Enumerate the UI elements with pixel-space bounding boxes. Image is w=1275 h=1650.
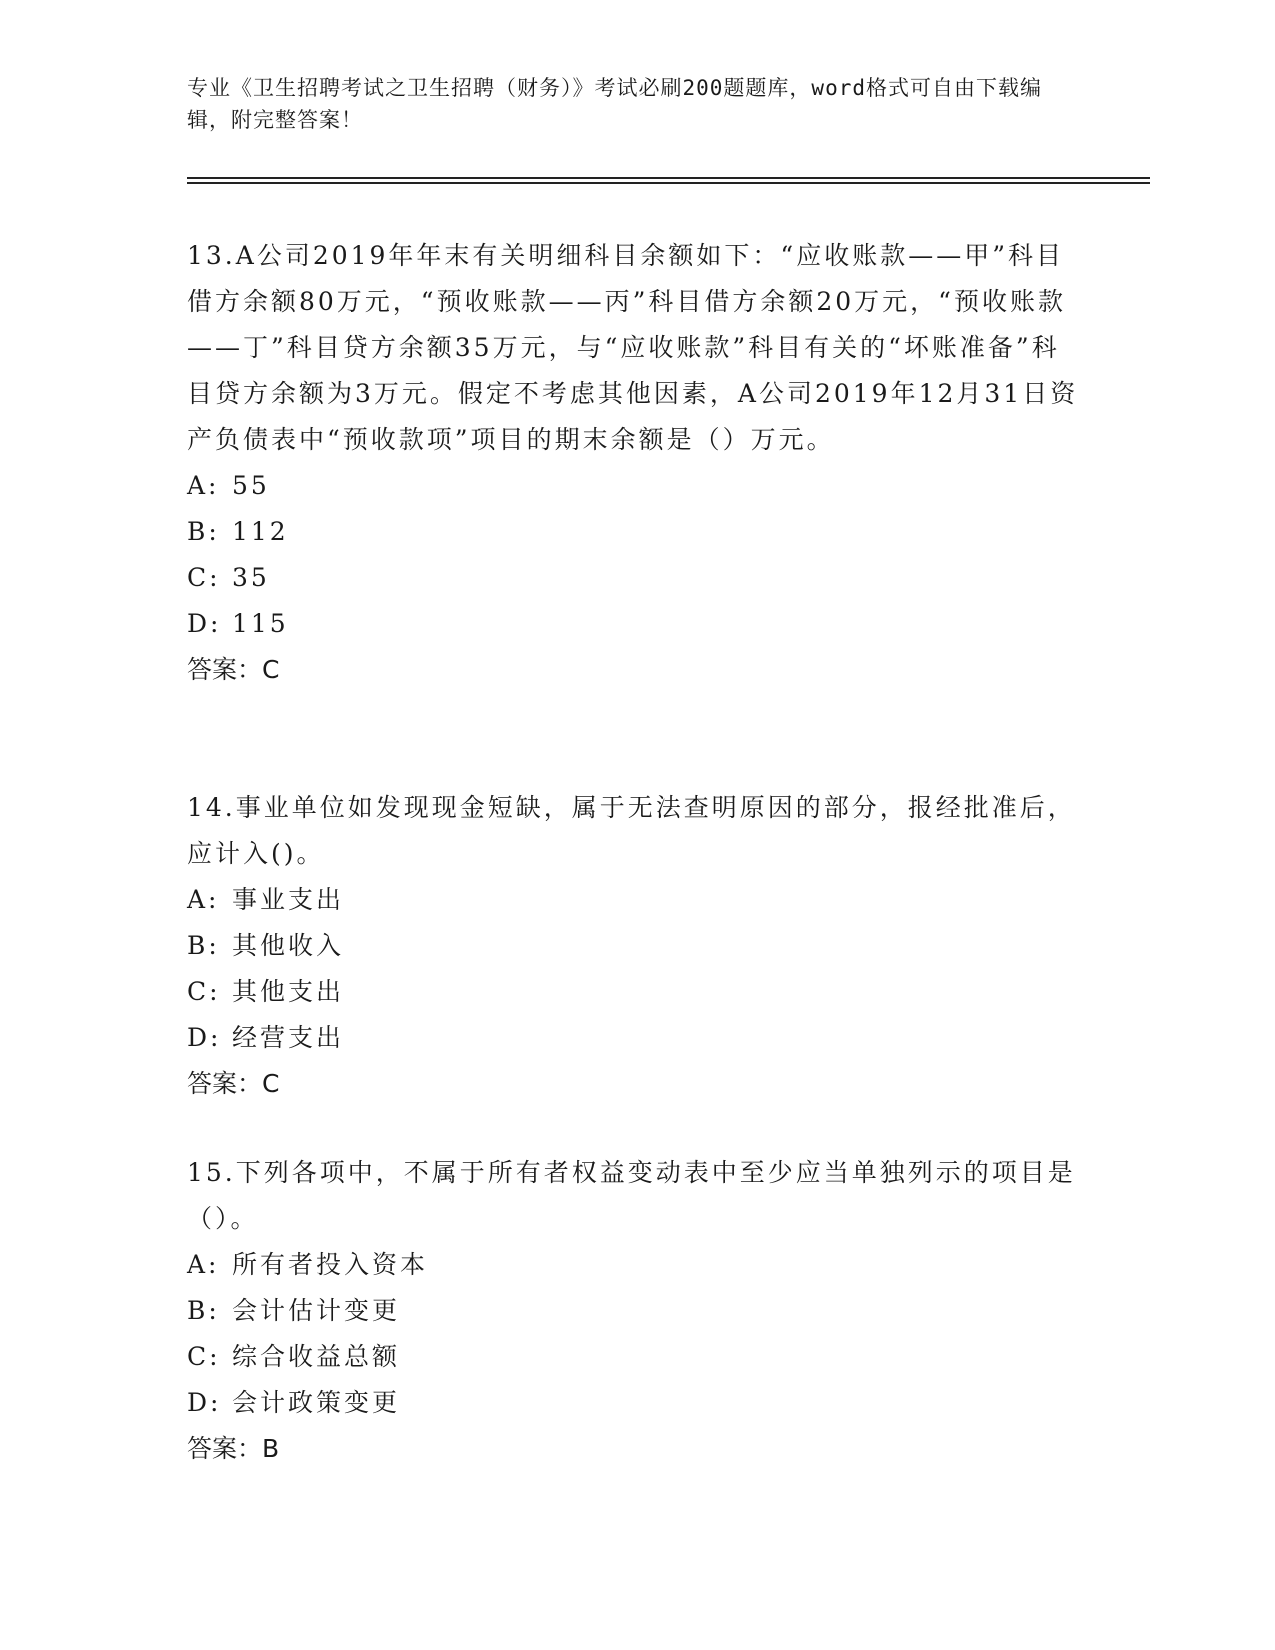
option-c [187,555,1087,601]
option-d [187,601,1087,647]
answer-line: 答案：B [187,1434,280,1463]
option-d [187,1015,1087,1061]
option-text: 会计估计变更 [232,1296,401,1325]
header-divider-bottom [187,182,1150,184]
option-text: 35 [232,563,270,592]
option-text: 会计政策变更 [232,1388,401,1417]
option-d [187,1380,1087,1426]
answer-line: 答案：C [187,655,280,684]
option-text: 55 [232,471,270,500]
option-letter: C: [187,1342,221,1371]
option-c [187,969,1087,1015]
option-c [187,1334,1087,1380]
option-letter: A: [187,471,220,500]
question-stem: 14.事业单位如发现现金短缺，属于无法查明原因的部分，报经批准后，应计入()。 [187,793,1076,868]
option-b [187,1288,1087,1334]
answer-line: 答案：C [187,1069,280,1098]
header-divider-top [187,177,1150,179]
option-a [187,463,1087,509]
option-text: 115 [232,609,289,638]
option-b [187,509,1087,555]
option-letter: B: [187,931,220,960]
question-13 [187,233,1087,693]
option-text: 其他收入 [232,931,345,960]
option-letter: C: [187,563,221,592]
question-15 [187,1150,1087,1472]
question-14 [187,785,1087,1107]
document-header: 专业《卫生招聘考试之卫生招聘（财务）》考试必刷200题题库，word格式可自由下载编辑，附完整答案！ [187,76,1042,132]
option-text: 112 [232,517,289,546]
option-letter: D: [187,1023,222,1052]
option-letter: D: [187,609,222,638]
option-text: 其他支出 [232,977,345,1006]
option-text: 所有者投入资本 [232,1250,429,1279]
question-stem: 13.A公司2019年年末有关明细科目余额如下：“应收账款——甲”科目借方余额80万元，“预收账款——丙”科目借方余额20万元，“预收账款——丁”科目贷方余额35万元，与“应收账款”科目有关的“坏账准备”科目贷方余额为3万元。假定不考虑其他因素，A公司2019年12月31日资产负债表中“预收款项”项目的期末余额是（）万元。 [187,241,1079,454]
option-letter: C: [187,977,221,1006]
option-letter: D: [187,1388,222,1417]
option-text: 事业支出 [232,885,345,914]
option-a [187,1242,1087,1288]
option-text: 经营支出 [232,1023,345,1052]
option-letter: B: [187,517,220,546]
option-b [187,923,1087,969]
option-letter: A: [187,885,220,914]
option-letter: B: [187,1296,220,1325]
option-letter: A: [187,1250,220,1279]
question-stem: 15.下列各项中，不属于所有者权益变动表中至少应当单独列示的项目是（）。 [187,1158,1076,1233]
option-a [187,877,1087,923]
option-text: 综合收益总额 [232,1342,401,1371]
